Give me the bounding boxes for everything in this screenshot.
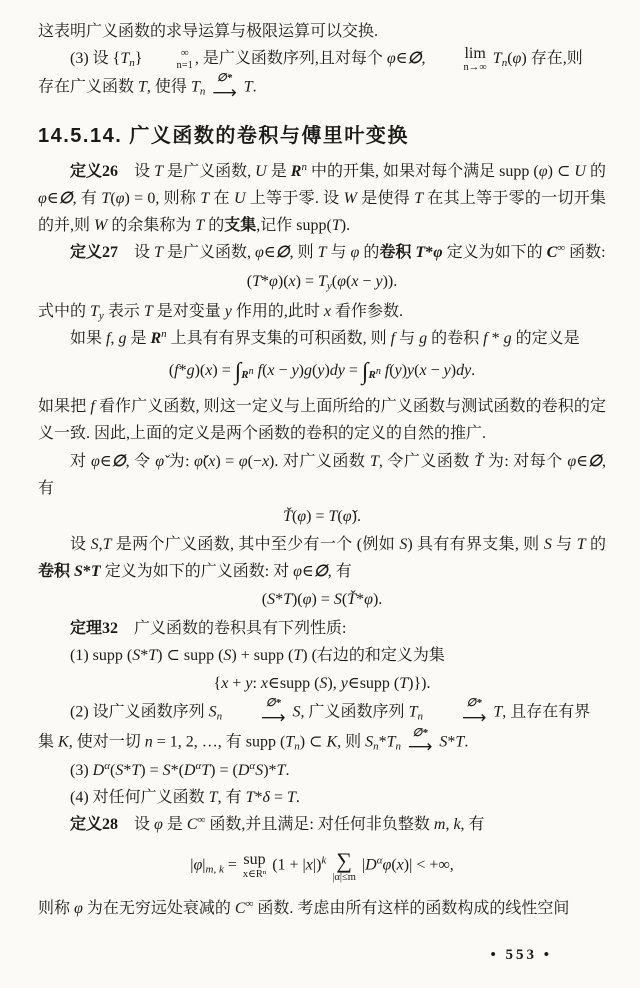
formula-supp-sum-set: {x + y: x∈supp (S), y∈supp (T)}).	[213, 675, 431, 693]
section-heading: 14.5.14. 广义函数的卷积与傅里叶变换	[38, 124, 409, 147]
formula-seminorm: $|\varphi|_{m, k}$ = sup x∈Rⁿ $(1 + |x|)^k$ ∑ |α|≤m $|D^\alpha\varphi(x)|$ < +∞,	[190, 847, 454, 883]
paragraph-theorem-32-property-4: (4) 对任何广义函数 T, 有 T*δ = T.	[70, 789, 300, 807]
paragraph-item3-continuation: 存在广义函数 T, 使得 $T_n$ ∅* ⟶ T.	[38, 72, 257, 103]
paragraph-theorem-32: 定理32 广义函数的卷积具有下列性质:	[70, 619, 347, 637]
paragraph-ST-convolution: 设 S,T 是两个广义函数, 其中至少有一个 (例如 S) 具有有界支集, 则 S 与 T 的卷积 S*T 定义为如下的广义函数: 对 φ∈∅, 有	[38, 536, 606, 581]
paragraph-Ty-note: 式中的 $T_y$ 表示 T 是对变量 y 作用的,此时 x 看作参数.	[38, 302, 403, 322]
paragraph-theorem-32-property-1: (1) supp (S*T) ⊂ supp (S) + supp (T) (右边的和定义为集	[70, 646, 445, 664]
paragraph-theorem-32-property-2-continuation: 集 K, 使对一切 n = 1, 2, …, 有 supp $(T_n)$ ⊂ K, 则 $S_n*T_n$ ∅* ⟶ S*T.	[38, 726, 469, 758]
paragraph-decay-note: 则称 φ 为在无穷远处衰减的 C∞ 函数. 考虑由所有这样的函数构成的线性空间	[38, 897, 570, 917]
paragraph-f-generalized-remark: 如果把 f 看作广义函数, 则这一定义与上面所给的广义函数与测试函数的卷积的定义一致. 因此,上面的定义是两个函数的卷积的定义的自然的推广.	[38, 398, 606, 443]
paragraph-phi-check-definition: 对 φ∈∅, 令 φ̌ 为: φ̌(x) = φ(−x). 对广义函数 T, 令广义函数 Ť 为: 对每个 φ∈∅, 有	[38, 452, 606, 497]
formula-convolution-T-phi: $(T*\varphi)(x) = T_y(\varphi(x - y))$.	[246, 272, 398, 292]
formula-ST-phi: (S*T)(φ) = S(Ť*φ).	[261, 591, 383, 609]
formula-T-check: Ť(φ) = T(φ̌).	[283, 507, 361, 525]
paragraph-theorem-32-property-3: (3) $D^\alpha(S*T) = S*(D^\alpha T) = (D^\alpha S)*T$.	[70, 760, 290, 780]
paragraph-item3: (3) 设 $\{T_n\}$ ∞ n=1 , 是广义函数序列,且对每个 φ∈∅, lim n→∞ $T_n(\varphi)$ 存在,则	[70, 44, 583, 74]
paragraph-definition-26: 定义26 设 T 是广义函数, U 是 $R^n$ 中的开集, 如果对每个满足 supp (φ) ⊂ U 的 φ∈∅, 有 T(φ) = 0, 则称 T 在 U 上等于零. 设 W 是使得 T 在其上等于零的一切开集的并,则 W 的余集称为 T 的支集,记作 supp(T).	[38, 160, 606, 235]
paragraph-definition-27: 定义27 设 T 是广义函数, φ∈∅, 则 T 与 φ 的卷积 T*φ 定义为如下的 C∞ 函数:	[70, 242, 606, 262]
paragraph-definition-28: 定义28 设 φ 是 C∞ 函数,并且满足: 对任何非负整数 m, k, 有	[70, 814, 485, 834]
page-number: • 553 •	[490, 947, 552, 963]
paragraph-derivative-limit-note: 这表明广义函数的求导运算与极限运算可以交换.	[38, 23, 379, 40]
paragraph-fg-convolution-intro: 如果 f, g 是 $R^n$ 上具有有界支集的可积函数, 则 f 与 g 的卷积 f * g 的定义是	[70, 328, 580, 348]
formula-fg-integral: $(f*g)(x) = \int_Rn$ $f(x - y)g(y)dy = \int_Rn$ f(y)y(x − y)dy.	[168, 359, 476, 386]
paragraph-theorem-32-property-2: (2) 设广义函数序列 $S_n$ ∅* ⟶ S, 广义函数序列 $T_n$ ∅* ⟶ T, 且存在有界	[70, 697, 591, 728]
